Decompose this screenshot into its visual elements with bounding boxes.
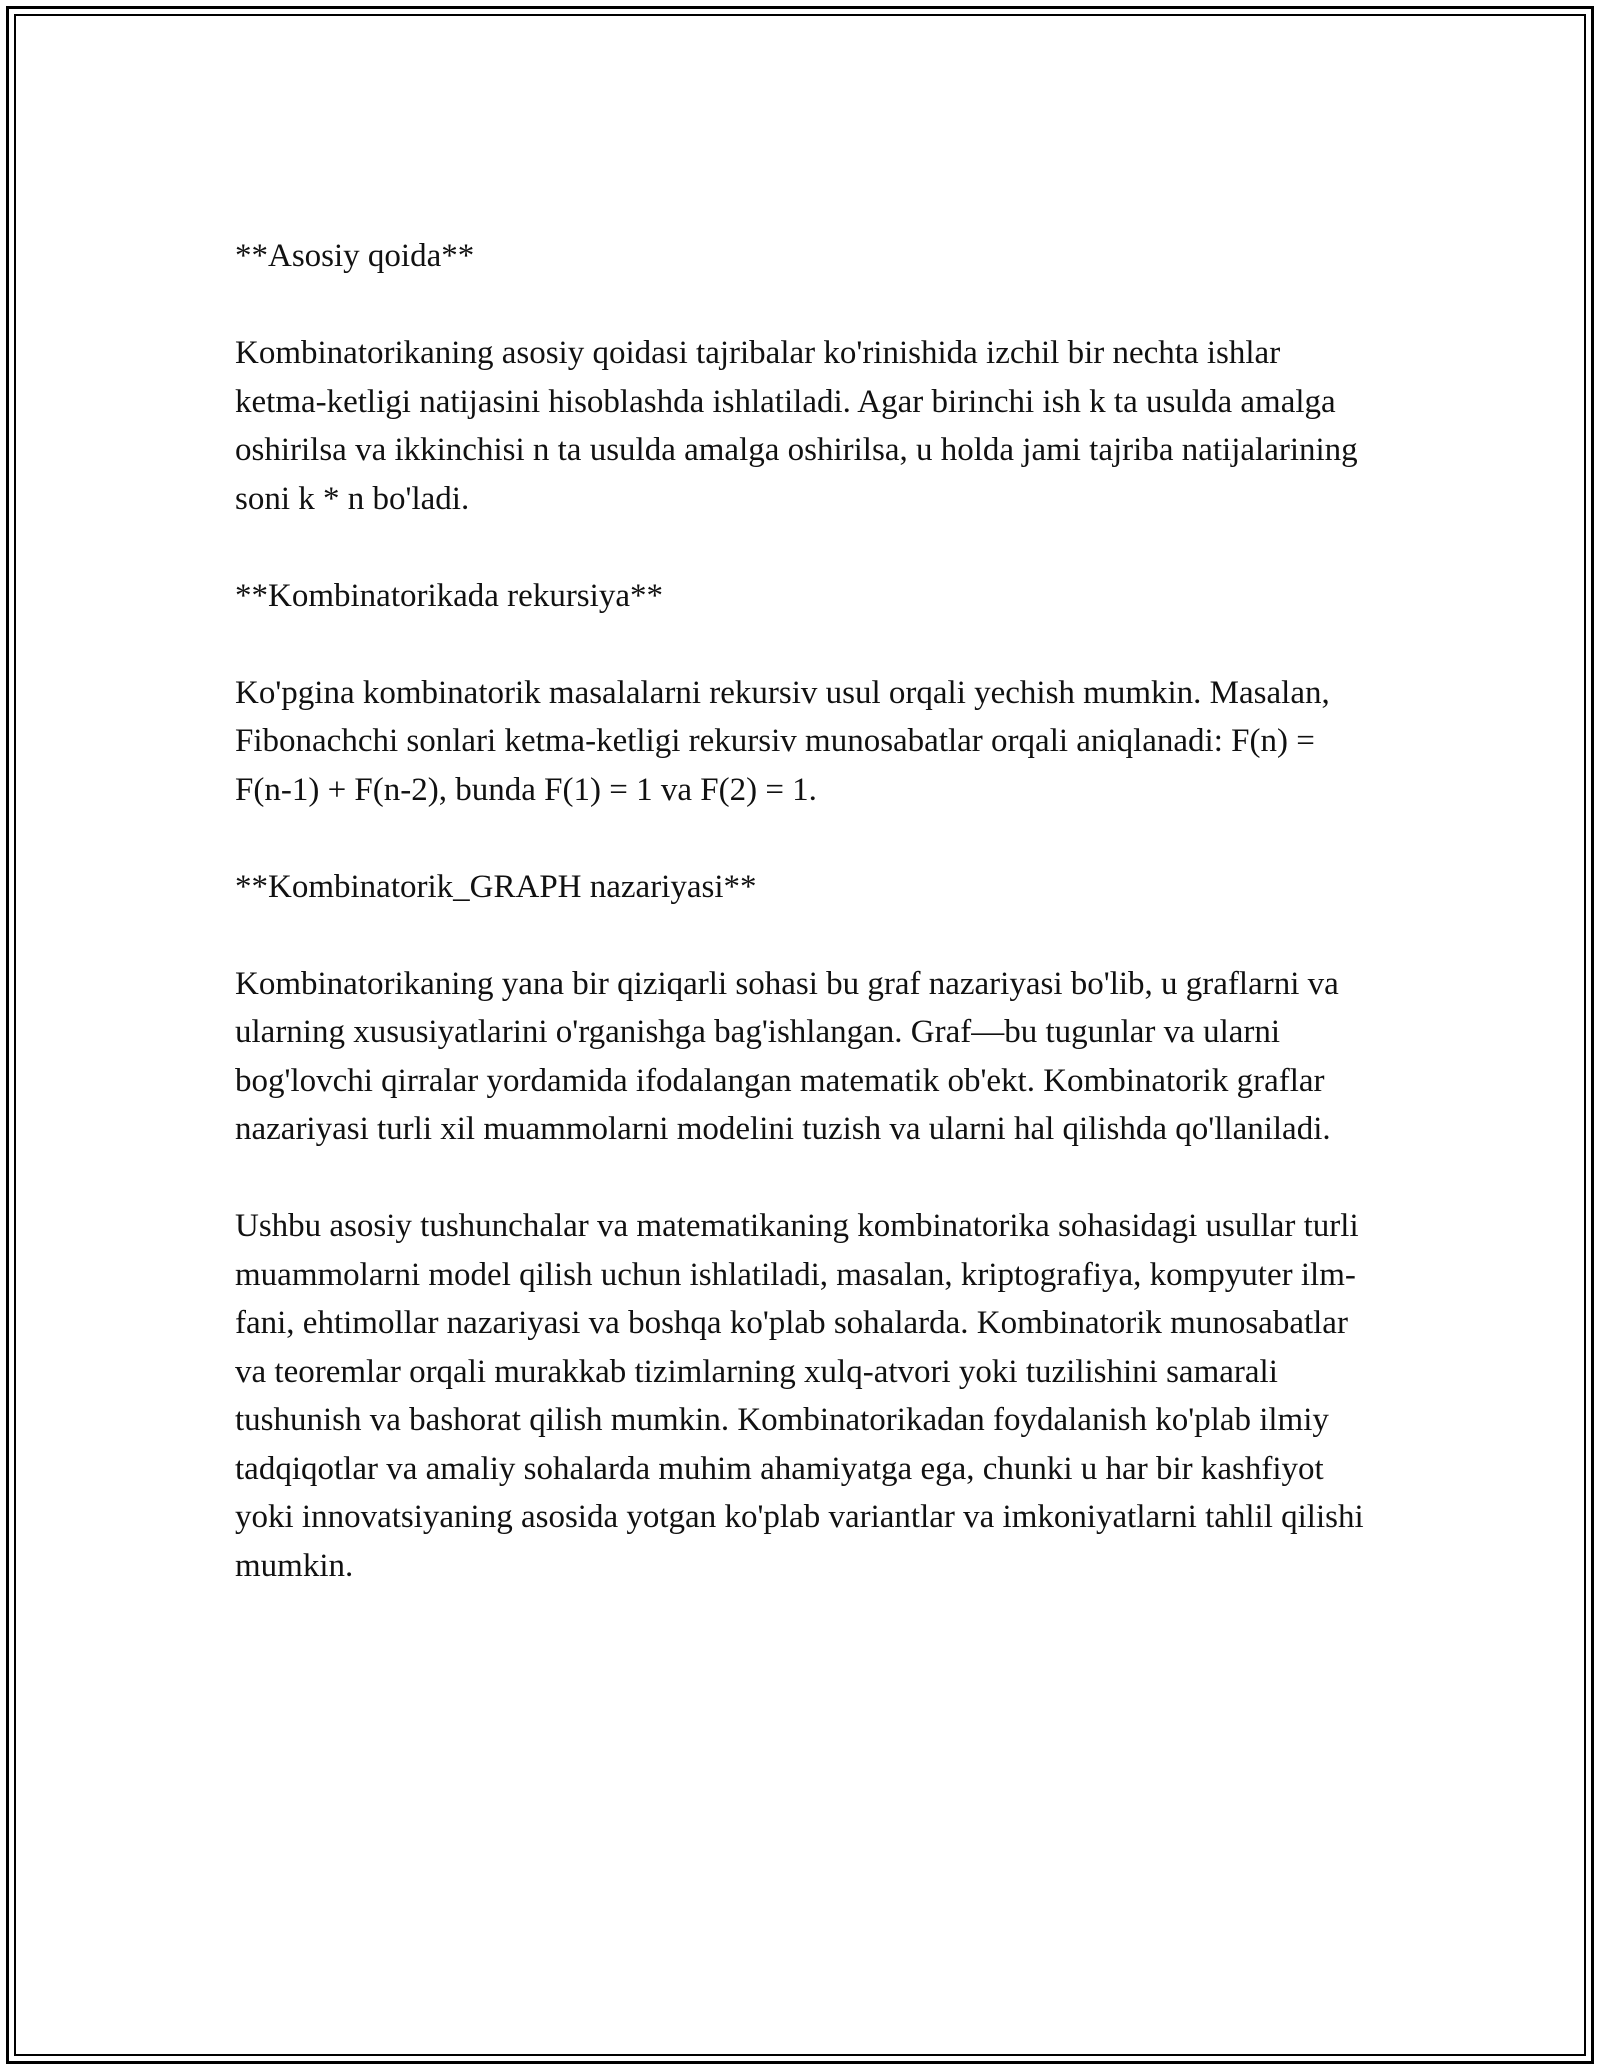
section-heading-rekursiya: **Kombinatorikada rekursiya** [235, 577, 663, 614]
document-body [235, 232, 1365, 1590]
paragraph-graph-theory: Kombinatorikaning yana bir qiziqarli sohasi bu graf nazariyasi bo'lib, u graflarni va ularning xususiyatlarini o'rganishga bag'ishlangan. Graf—bu tugunlar va ularni bog'lovchi qirralar yordamida ifodalangan matematik ob'ekt. Kombinatorik graflar nazariyasi turli xil muammolarni modelini tuzish va ularni hal qilishda qo'llaniladi. [235, 965, 1339, 1147]
paragraph-recursion: Ko'pgina kombinatorik masalalarni rekursiv usul orqali yechish mumkin. Masalan, Fibonachchi sonlari ketma-ketligi rekursiv munosabatlar orqali aniqlanadi: F(n) = F(n-1) + F(n-2), bunda F(1) = 1 va F(2) = 1. [235, 674, 1330, 808]
paragraph-basic-rule: Kombinatorikaning asosiy qoidasi tajribalar ko'rinishida izchil bir nechta ishlar ketma-ketligi natijasini hisoblashda ishlatiladi. Agar birinchi ish k ta usulda amalga oshirilsa va ikkinchisi n ta usulda amalga oshirilsa, u holda jami tajriba natijalarining soni k * n bo'ladi. [235, 335, 1358, 517]
paragraph-conclusion: Ushbu asosiy tushunchalar va matematikaning kombinatorika sohasidagi usullar turli muammolarni model qilish uchun ishlatiladi, masalan, kriptografiya, kompyuter ilm-fani, ehtimollar nazariyasi va boshqa ko'plab sohalarda. Kombinatorik munosabatlar va teoremlar orqali murakkab tizimlarning xulq-atvori yoki tuzilishini samarali tushunish va bashorat qilish mumkin. Kombinatorikadan foydalanish ko'plab ilmiy tadqiqotlar va amaliy sohalarda muhim ahamiyatga ega, chunki u har bir kashfiyot yoki innovatsiyaning asosida yotgan ko'plab variantlar va imkoniyatlarni tahlil qilishi mumkin. [235, 1208, 1364, 1584]
section-heading-graph: **Kombinatorik_GRAPH nazariyasi** [235, 868, 757, 905]
section-heading-asosiy-qoida: **Asosiy qoida** [235, 238, 475, 274]
